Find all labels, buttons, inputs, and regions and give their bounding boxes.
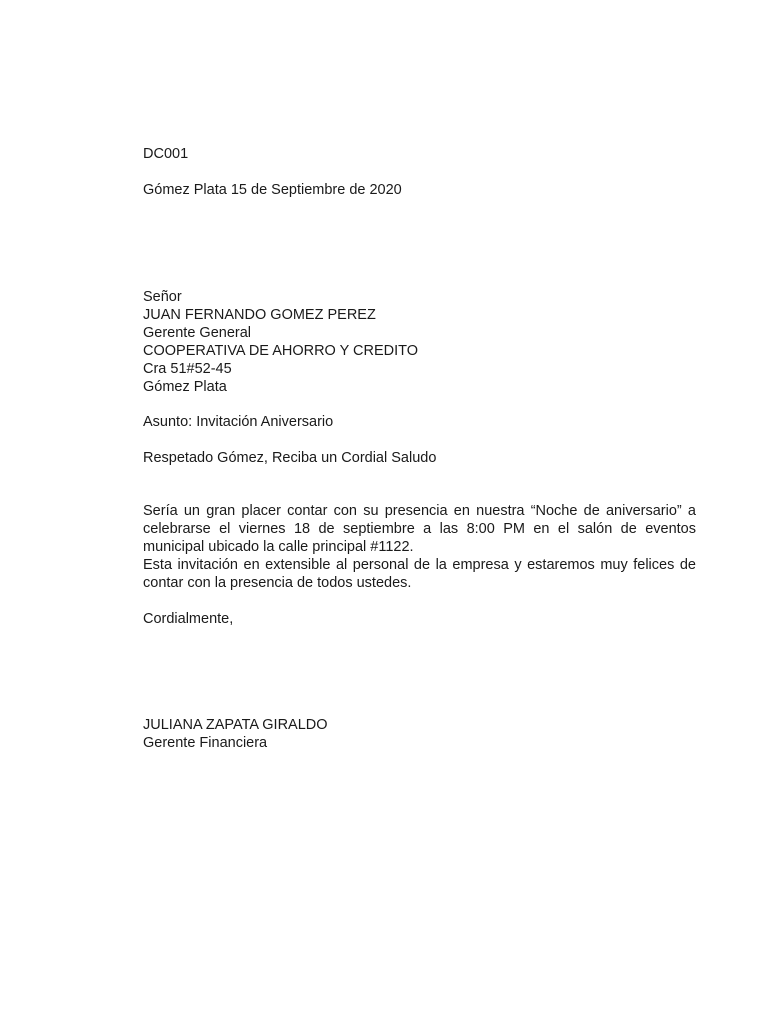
recipient-position: Gerente General (143, 325, 252, 341)
document-code (143, 145, 696, 163)
recipient-name: JUAN FERNANDO GOMEZ PEREZ (143, 307, 376, 323)
body-p1-line1: Sería un gran placer contar con su presencia en nuestra “Noche de aniversario” a (143, 503, 696, 519)
signature-block (143, 716, 696, 752)
subject-text: Asunto: Invitación Aniversario (143, 414, 334, 430)
subject-line (143, 413, 696, 431)
recipient-address: Cra 51#52-45 (143, 361, 232, 377)
signer-name: JULIANA ZAPATA GIRALDO (143, 717, 328, 733)
body-paragraphs (143, 502, 696, 592)
body-p2-line2: contar con la presencia de todos ustedes. (143, 575, 412, 591)
body-p1-line3: municipal ubicado la calle principal #1122. (143, 539, 414, 555)
recipient-salutation: Señor (143, 289, 182, 305)
body-p2-line1: Esta invitación en extensible al personal de la empresa y estaremos muy felices de (143, 557, 696, 573)
greeting-line (143, 449, 696, 467)
closing-text: Cordialmente, (143, 611, 234, 627)
greeting-text: Respetado Gómez, Reciba un Cordial Saludo (143, 450, 437, 466)
place-date (143, 181, 696, 199)
body-p1-line2: celebrarse el viernes 18 de septiembre a las 8:00 PM en el salón de eventos (143, 521, 696, 537)
recipient-block (143, 288, 696, 396)
closing-line (143, 610, 696, 628)
place-date-text: Gómez Plata 15 de Septiembre de 2020 (143, 182, 402, 198)
document-code-text: DC001 (143, 146, 189, 162)
recipient-organization: COOPERATIVA DE AHORRO Y CREDITO (143, 343, 419, 359)
recipient-city: Gómez Plata (143, 379, 227, 395)
signer-position: Gerente Financiera (143, 735, 268, 751)
